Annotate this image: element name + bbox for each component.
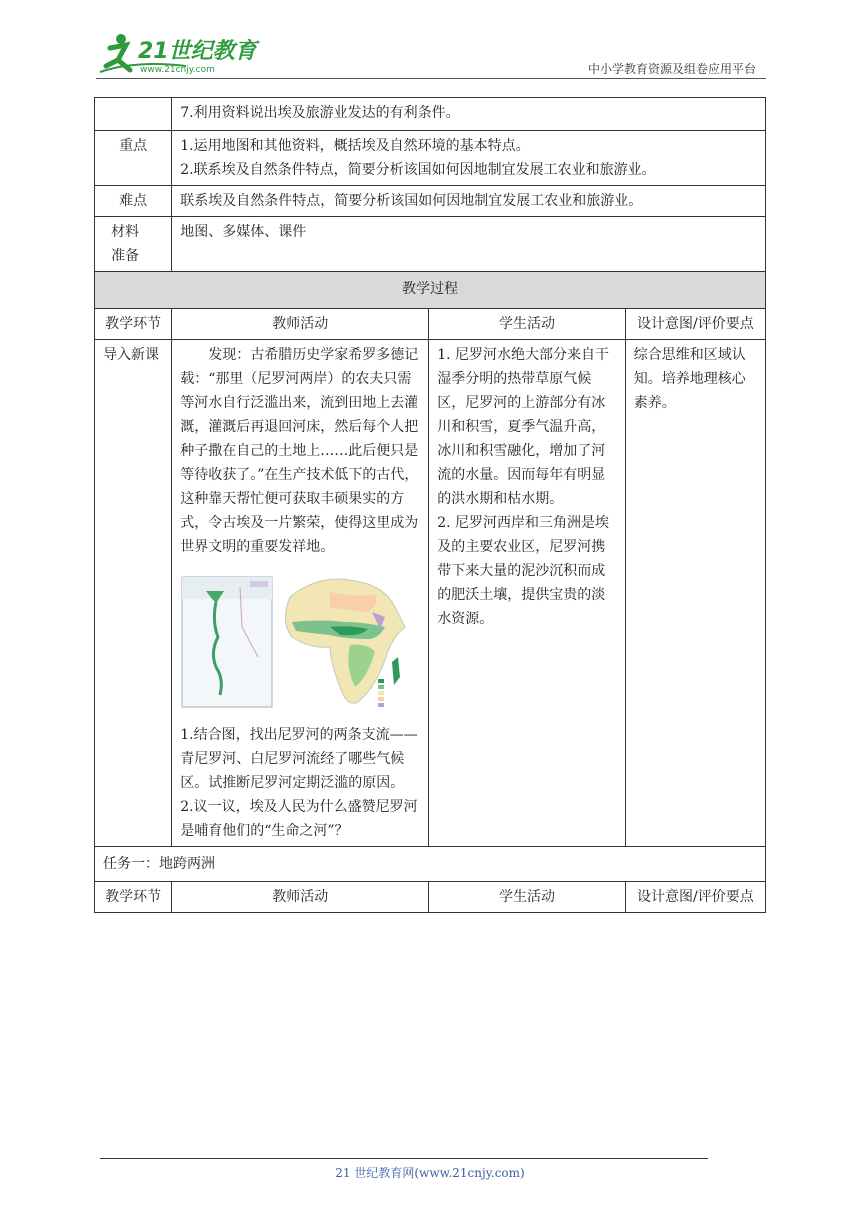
process-title-row bbox=[95, 272, 766, 309]
col-design: 设计意图/评价要点 bbox=[625, 309, 765, 340]
material-row bbox=[95, 217, 766, 272]
difficulty-content: 联系埃及自然条件特点，简要分析该国如何因地制宜发展工农业和旅游业。 bbox=[172, 186, 766, 217]
task1-title: 任务一：地跨两洲 bbox=[95, 847, 766, 882]
map-figure bbox=[180, 567, 420, 717]
logo bbox=[96, 30, 266, 76]
process-title: 教学过程 bbox=[95, 272, 766, 309]
focus-row bbox=[95, 131, 766, 186]
focus-content bbox=[172, 131, 766, 186]
teacher-question-2: 2.议一议，埃及人民为什么盛赞尼罗河是哺育他们的“生命之河”？ bbox=[180, 799, 418, 839]
column-header-row-2 bbox=[95, 882, 766, 913]
focus-item-1: 1.运用地图和其他资料，概括埃及自然环境的基本特点。 bbox=[180, 138, 530, 154]
column-header-row bbox=[95, 309, 766, 340]
lesson-plan-table bbox=[94, 97, 766, 913]
logo-url: www.21cnjy.com bbox=[140, 65, 215, 75]
platform-name: 中小学教育资源及组卷应用平台 bbox=[587, 62, 756, 76]
col-student-2: 学生活动 bbox=[429, 882, 626, 913]
col-design-2: 设计意图/评价要点 bbox=[625, 882, 765, 913]
logo-text: 21世纪教育 bbox=[138, 39, 257, 64]
student-answer-2: 2. 尼罗河西岸和三角洲是埃及的主要农业区，尼罗河携带下来大量的泥沙沉积而成的肥沃土壤，提供宝贵的淡水资源。 bbox=[437, 515, 610, 627]
goal-7: 7.利用资料说出埃及旅游业发达的有利条件。 bbox=[172, 98, 766, 131]
material-label: 材料准备 bbox=[95, 217, 172, 272]
difficulty-row bbox=[95, 186, 766, 217]
student-answer-1: 1. 尼罗河水绝大部分来自干湿季分明的热带草原气候区，尼罗河的上游部分有冰川和积雪，夏季气温升高，冰川和积雪融化，增加了河流的水量。因而每年有明显的洪水期和枯水期。 bbox=[437, 347, 610, 507]
nile-climate-maps bbox=[180, 567, 420, 717]
page-footer[interactable]: 21 世纪教育网(www.21cnjy.com) bbox=[335, 1166, 525, 1180]
intro-design: 综合思维和区域认知。培养地理核心素养。 bbox=[625, 340, 765, 847]
africa-climate-map bbox=[286, 579, 406, 707]
header-divider bbox=[96, 78, 766, 79]
col-stage-2: 教学环节 bbox=[95, 882, 172, 913]
col-student: 学生活动 bbox=[429, 309, 626, 340]
teacher-intro-text: 发现：古希腊历史学家希罗多德记载：“那里（尼罗河两岸）的农夫只需等河水自行泛滥出来，流到田地上去灌溉，灌溉后再退回河床，然后每个人把种子撒在自己的土地上……此后便只是等待收获了。”在生产技术低下的古代，这种靠天帮忙便可获取丰硕果实的方式，令古埃及一片繁荣，使得这里成为世界文明的重要发祥地。 bbox=[180, 347, 419, 555]
teacher-question-1: 1.结合图，找出尼罗河的两条支流——青尼罗河、白尼罗河流经了哪些气候区。试推断尼罗河定期泛滥的原因。 bbox=[180, 727, 418, 791]
material-content: 地图、多媒体、课件 bbox=[172, 217, 766, 272]
task1-row bbox=[95, 847, 766, 882]
intro-stage: 导入新课 bbox=[95, 340, 172, 847]
focus-item-2: 2.联系埃及自然条件特点，简要分析该国如何因地制宜发展工农业和旅游业。 bbox=[180, 162, 656, 178]
goal-row bbox=[95, 98, 766, 131]
intro-row bbox=[95, 340, 766, 847]
focus-label: 重点 bbox=[95, 131, 172, 186]
egypt-map bbox=[182, 577, 272, 707]
col-stage: 教学环节 bbox=[95, 309, 172, 340]
intro-teacher bbox=[172, 340, 429, 847]
col-teacher-2: 教师活动 bbox=[172, 882, 429, 913]
col-teacher: 教师活动 bbox=[172, 309, 429, 340]
page-header bbox=[96, 30, 766, 80]
footer-divider bbox=[100, 1158, 708, 1159]
difficulty-label: 难点 bbox=[95, 186, 172, 217]
intro-student bbox=[429, 340, 626, 847]
